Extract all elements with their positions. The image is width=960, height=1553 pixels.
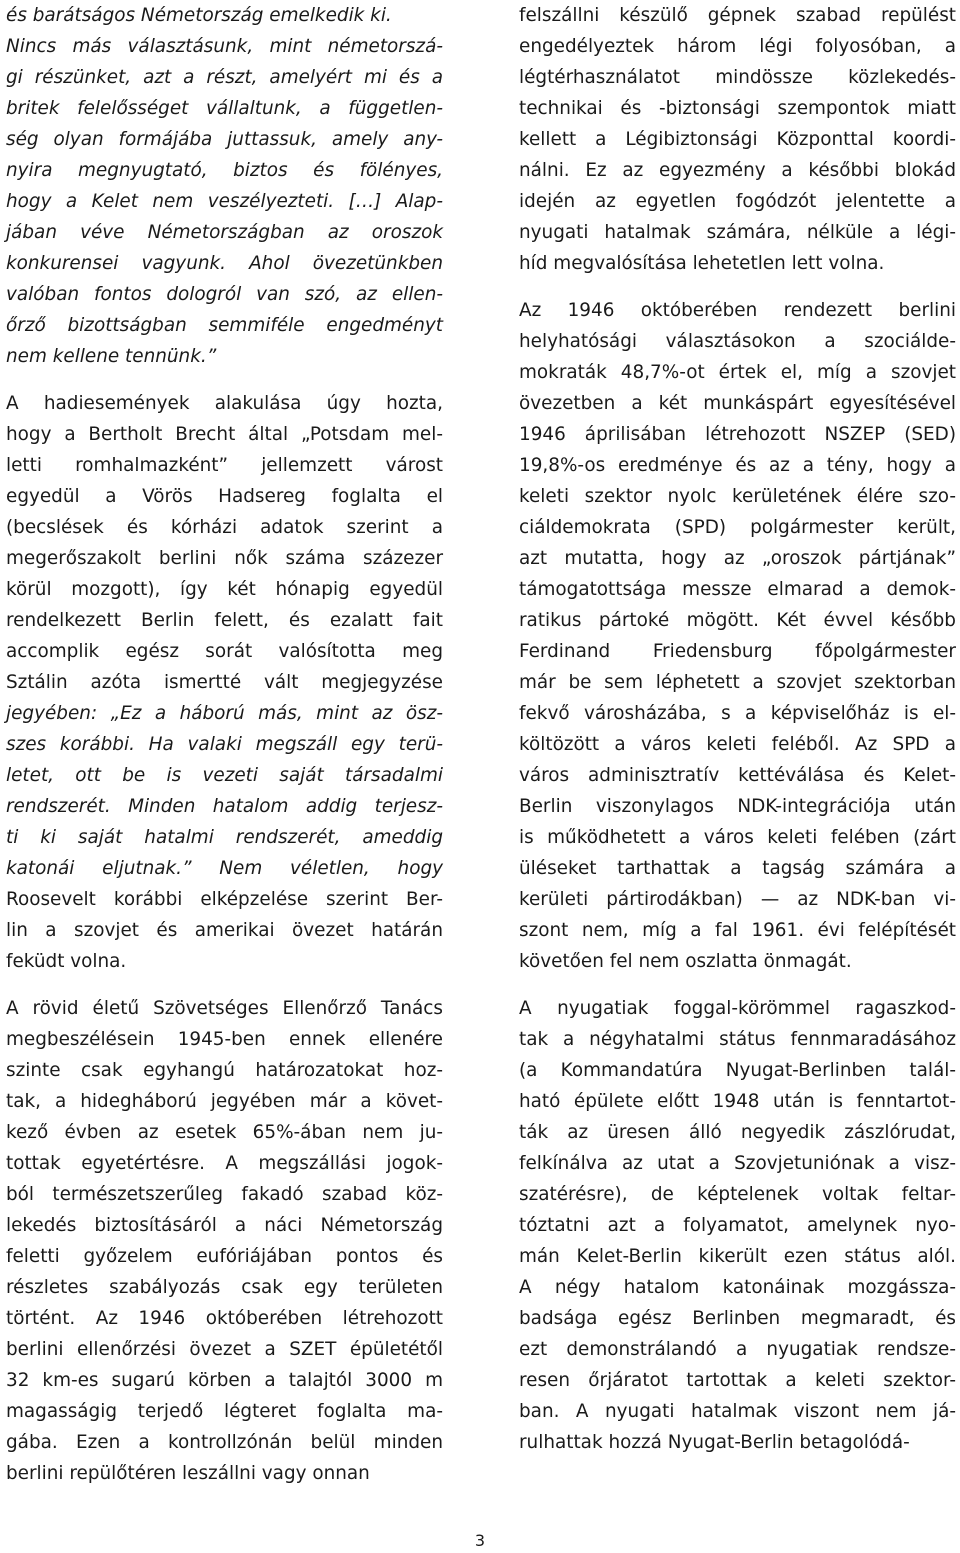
- text-line: felkínálva az utat a Szovjetuniónak a visz-: [519, 1153, 956, 1174]
- text-line: költözött a város keleti feléből. Az SPD a: [519, 734, 956, 755]
- text-line: berlini ellenőrzési övezet a SZET épületétől: [6, 1339, 443, 1360]
- text-line: követően fel nem oszlatta önmagát.: [519, 951, 852, 972]
- text-line: konkurensei vagyunk. Ahol övezetünkben: [6, 253, 443, 274]
- text-line: katonái eljutnak.” Nem véletlen, hogy: [6, 858, 443, 879]
- text-line: támogatottsága messze elmarad a demok-: [519, 579, 956, 600]
- text-line: A hadiesemények alakulása úgy hozta,: [6, 393, 443, 414]
- text-line: Ferdinand Friedensburg főpolgármester: [519, 641, 956, 662]
- text-line: tak, a hidegháború jegyében már a követ-: [6, 1091, 443, 1112]
- text-line: egyedül a Vörös Hadsereg foglalta el: [6, 486, 443, 507]
- text-line: 1946 áprilisában létrehozott NSZEP (SED): [519, 424, 956, 445]
- text-line: ratikus pártoké mögött. Két évvel később: [519, 610, 956, 631]
- text-line: is működhetett a város keleti felében (zárt: [519, 827, 956, 848]
- text-line: hogy a Kelet nem veszélyezteti. […] Alap-: [6, 191, 443, 212]
- paragraph-gap: [6, 977, 443, 993]
- text-line: szinte csak egyhangú határozatokat hoz-: [6, 1060, 443, 1081]
- text-line: (a Kommandatúra Nyugat-Berlinben talál-: [519, 1060, 956, 1081]
- text-line: rulhattak hozzá Nyugat-Berlin betagolódá-: [519, 1432, 910, 1453]
- text-line: rendszerét. Minden hatalom addig terjesz-: [6, 796, 443, 817]
- text-line: már be sem léphetett a szovjet szektorban: [519, 672, 956, 693]
- text-line: megerőszakolt berlini nők száma százezer: [6, 548, 443, 569]
- text-line: 19,8%-os eredménye és az a tény, hogy a: [519, 455, 956, 476]
- text-line: ból természetszerűleg fakadó szabad köz-: [6, 1184, 443, 1205]
- paragraph-gap: [6, 372, 443, 388]
- text-line: gába. Ezen a kontrollzónán belül minden: [6, 1432, 443, 1453]
- text-line: idején az egyetlen fogódzót jelentette a: [519, 191, 956, 212]
- text-line: megbeszélésein 1945-ben ennek ellenére: [6, 1029, 443, 1050]
- text-line: hogy a Bertholt Brecht által „Potsdam mel-: [6, 424, 443, 445]
- text-line: (becslések és kórházi adatok szerint a: [6, 517, 443, 538]
- text-line: keleti szektor nyolc kerületének élére szo-: [519, 486, 956, 507]
- text-line: badsága egész Berlinben megmaradt, és: [519, 1308, 956, 1329]
- text-line: övezetben a két munkáspárt egyesítésével: [519, 393, 956, 414]
- text-line: kező évben az esetek 65%-ában nem ju-: [6, 1122, 443, 1143]
- text-line: ható épülete előtt 1948 után is fenntartot-: [519, 1091, 956, 1112]
- paragraph-gap: [519, 279, 956, 295]
- text-line: Berlin viszonylagos NDK-integrációja után: [519, 796, 956, 817]
- text-line: jegyében: „Ez a háború más, mint az ösz-: [6, 703, 443, 724]
- text-line: lekedés biztosításáról a náci Németország: [6, 1215, 443, 1236]
- text-line: gi részünket, azt a részt, amelyért mi és a: [6, 67, 443, 88]
- text-line: ciáldemokrata (SPD) polgármester került,: [519, 517, 956, 538]
- right-column: [519, 0, 956, 1458]
- text-line: ti ki saját hatalmi rendszerét, ameddig: [6, 827, 443, 848]
- text-line: accomplik egész sorát valósította meg: [6, 641, 443, 662]
- text-line: A rövid életű Szövetséges Ellenőrző Tanács: [6, 998, 443, 1019]
- text-line: Nincs más választásunk, mint németorszá-: [6, 36, 443, 57]
- text-line: A nyugatiak foggal-körömmel ragaszkod-: [519, 998, 956, 1019]
- quote-paragraph: [6, 0, 443, 372]
- text-line: helyhatósági választásokon a szociálde-: [519, 331, 956, 352]
- text-line: körül mozgott), így két hónapig egyedül: [6, 579, 443, 600]
- text-line: szes korábbi. Ha valaki megszáll egy terü-: [6, 734, 443, 755]
- text-line: berlini repülőtéren leszállni vagy onnan: [6, 1463, 370, 1484]
- text-line: történt. Az 1946 októberében létrehozott: [6, 1308, 443, 1329]
- paragraph: [519, 295, 956, 977]
- text-line: légtérhasználatot mindössze közlekedés-: [519, 67, 956, 88]
- paragraph: [6, 993, 443, 1489]
- text-line: Az 1946 októberében rendezett berlini: [519, 300, 956, 321]
- text-line: engedélyeztek három légi folyosóban, a: [519, 36, 956, 57]
- text-line: mán Kelet-Berlin kikerült ezen státus alól.: [519, 1246, 956, 1267]
- text-line: nyira megnyugtató, biztos és fölényes,: [6, 160, 443, 181]
- paragraph-gap: [519, 977, 956, 993]
- text-line: A négy hatalom katonáinak mozgássza-: [519, 1277, 956, 1298]
- paragraph: [6, 388, 443, 977]
- text-line: Roosevelt korábbi elképzelése szerint Ber-: [6, 889, 443, 910]
- text-line: ták az üresen álló negyedik zászlórudat,: [519, 1122, 956, 1143]
- text-line: lin a szovjet és amerikai övezet határán: [6, 920, 443, 941]
- text-line: szatérésre), de képtelenek voltak feltar-: [519, 1184, 956, 1205]
- text-line: felszállni készülő gépnek szabad repülést: [519, 5, 956, 26]
- text-line: város adminisztratív kettéválása és Kelet-: [519, 765, 956, 786]
- text-line: tóztatni azt a folyamatot, amelynek nyo-: [519, 1215, 956, 1236]
- text-line: technikai és -biztonsági szempontok miatt: [519, 98, 956, 119]
- text-line: magasságig terjedő légteret foglalta ma-: [6, 1401, 443, 1422]
- text-line: tottak egyetértésre. A megszállási jogok-: [6, 1153, 443, 1174]
- paragraph: [519, 993, 956, 1458]
- paragraph: [519, 0, 956, 279]
- text-line: tak a négyhatalmi státus fennmaradásához: [519, 1029, 956, 1050]
- text-line: Sztálin azóta ismertté vált megjegyzése: [6, 672, 443, 693]
- text-line: letet, ott be is vezeti saját társadalmi: [6, 765, 443, 786]
- text-line: szont nem, míg a fal 1961. évi felépítését: [519, 920, 956, 941]
- text-line: mokraták 48,7%-ot értek el, míg a szovjet: [519, 362, 956, 383]
- text-line: híd megvalósítása lehetetlen lett volna.: [519, 253, 885, 274]
- text-line: resen őrjáratot tartottak a keleti szektor-: [519, 1370, 956, 1391]
- text-line: azt mutatta, hogy az „oroszok pártjának”: [519, 548, 956, 569]
- page-number: 3: [474, 1531, 486, 1550]
- text-line: 32 km-es sugarú körben a talajtól 3000 m: [6, 1370, 443, 1391]
- text-line: rendelkezett Berlin felett, és ezalatt fait: [6, 610, 443, 631]
- text-line: fekvő városházába, s a képviselőház is el-: [519, 703, 956, 724]
- text-line: ban. A nyugati hatalmak viszont nem já-: [519, 1401, 956, 1422]
- text-line: részletes szabályozás csak egy területen: [6, 1277, 443, 1298]
- text-line: nálni. Ez az egyezmény a későbbi blokád: [519, 160, 956, 181]
- text-line: jában véve Németországban az oroszok: [6, 222, 443, 243]
- text-line: letti romhalmazként” jellemzett várost: [6, 455, 443, 476]
- text-line: valóban fontos dologról van szó, az ellen-: [6, 284, 443, 305]
- text-line: ség olyan formájába juttassuk, amely any-: [6, 129, 443, 150]
- text-line: és barátságos Németország emelkedik ki.: [6, 5, 392, 26]
- text-line: kellett a Légibiztonsági Központtal koordi-: [519, 129, 956, 150]
- text-line: feküdt volna.: [6, 951, 127, 972]
- text-line: kerületi pártirodákban) — az NDK-ban vi-: [519, 889, 956, 910]
- text-line: britek felelősséget vállaltunk, a független-: [6, 98, 443, 119]
- text-line: ezt demonstrálandó a nyugatiak rendsze-: [519, 1339, 956, 1360]
- text-line: feletti győzelem eufóriájában pontos és: [6, 1246, 443, 1267]
- text-line: üléseket tarthattak a tagság számára a: [519, 858, 956, 879]
- text-line: őrző bizottságban semmiféle engedményt: [6, 315, 443, 336]
- text-line: nem kellene tennünk.”: [6, 346, 217, 367]
- left-column: [6, 0, 443, 1489]
- text-line: nyugati hatalmak számára, nélküle a légi-: [519, 222, 956, 243]
